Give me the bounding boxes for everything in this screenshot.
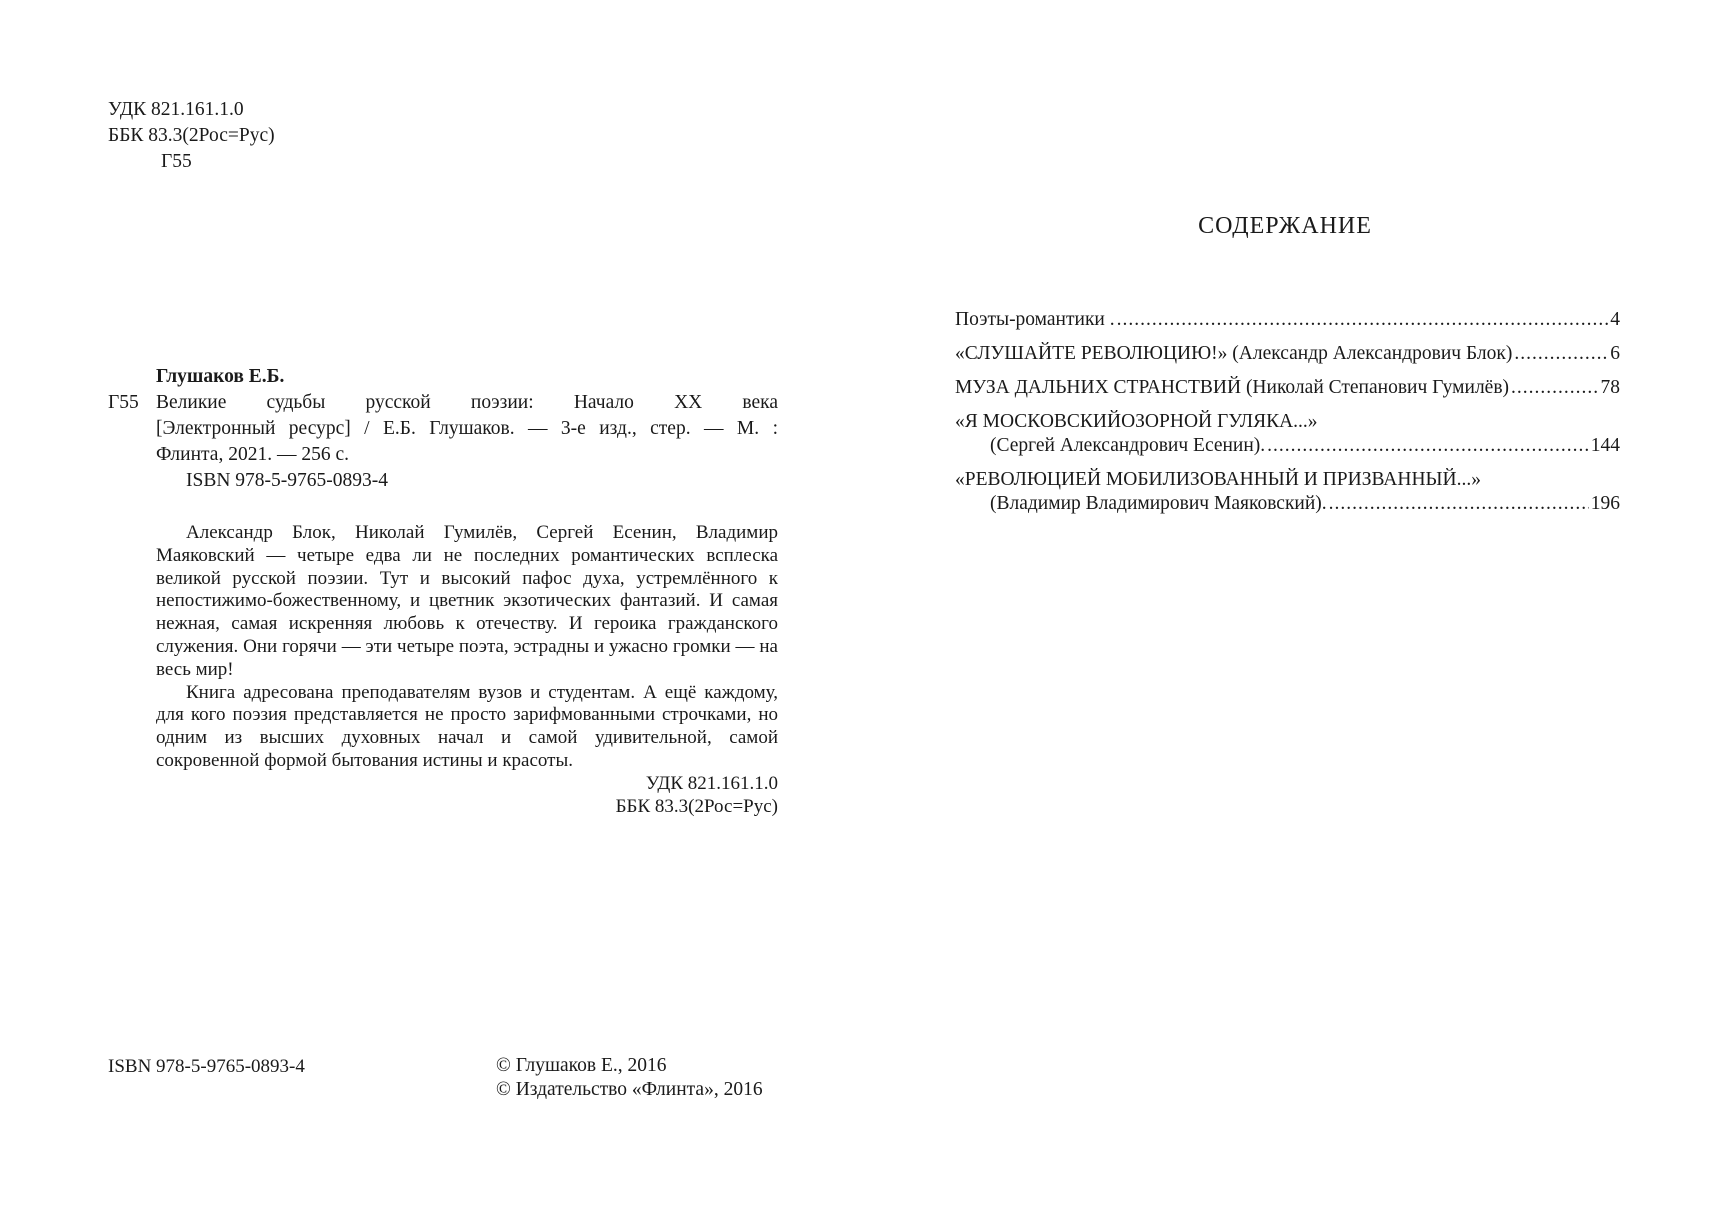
toc-leader-dots <box>1514 342 1608 366</box>
toc-entry-page: 196 <box>1590 493 1620 514</box>
catalog-title-row <box>108 390 778 416</box>
toc-entry-page: 6 <box>1610 343 1620 364</box>
toc-leader-dots <box>1329 492 1589 516</box>
udk-code: УДК 821.161.1.0 <box>108 99 244 120</box>
annotation-paragraph-2: Книга адресована преподавателям вузов и студентам. А ещё каждому, для кого поэзия представляется не просто зарифмованными строчками, но одним из высших духовных начал и самой удивительной, самой сокровенной формой бытования истины и красоты. <box>156 681 778 771</box>
catalog-record <box>108 364 778 494</box>
catalog-line-3: Флинта, 2021. — 256 с. <box>156 444 349 465</box>
toc-entry-label: Поэты-романтики . <box>955 309 1115 330</box>
table-of-contents <box>955 308 1620 526</box>
catalog-author: Глушаков Е.Б. <box>156 366 285 387</box>
toc-entry[interactable] <box>955 342 1620 366</box>
copyright-block <box>496 1054 763 1102</box>
author-mark: Г55 <box>161 151 192 172</box>
toc-entry-label: МУЗА ДАЛЬНИХ СТРАНСТВИЙ (Николай Степанович Гумилёв) <box>955 377 1510 398</box>
toc-entry[interactable] <box>955 376 1620 400</box>
toc-leader-dots <box>1267 434 1589 458</box>
catalog-line-1: Великие судьбы русской поэзии: Начало XX века <box>156 392 778 413</box>
annotation-bbk: ББК 83.3(2Рос=Рус) <box>615 795 778 817</box>
annotation <box>156 522 778 818</box>
annotation-udk: УДК 821.161.1.0 <box>645 772 778 794</box>
bbk-code: ББК 83.3(2Рос=Рус) <box>108 125 275 146</box>
toc-entry-heading: «Я МОСКОВСКИЙОЗОРНОЙ ГУЛЯКА...» <box>955 411 1318 432</box>
annotation-paragraph-1: Александр Блок, Николай Гумилёв, Сергей Есенин, Владимир Маяковский — четыре едва ли не последних романтических всплеска великой русской поэзии. Тут и высокий пафос духа, устремлённого к непостижимо-божественному, и цветник экзотических фантазий. И самая нежная, самая искренняя любовь к отечеству. И героика гражданского служения. Они горячи — эти четыре поэта, эстрадны и ужасно громки — на весь мир! <box>156 522 778 680</box>
toc-entry-page: 4 <box>1610 309 1620 330</box>
toc-entry-page: 78 <box>1600 377 1620 398</box>
toc-entry-label: «СЛУШАЙТЕ РЕВОЛЮЦИЮ!» (Александр Александрович Блок) <box>955 343 1513 364</box>
toc-entry-heading: «РЕВОЛЮЦИЕЙ МОБИЛИЗОВАННЫЙ И ПРИЗВАННЫЙ...» <box>955 469 1481 490</box>
toc-entry-label: (Владимир Владимирович Маяковский). <box>990 493 1327 514</box>
toc-entry-label: (Сергей Александрович Есенин). <box>990 435 1266 456</box>
classification-codes <box>108 97 275 175</box>
toc-leader-dots <box>1117 308 1609 332</box>
toc-entry-page: 144 <box>1590 435 1620 456</box>
bottom-isbn: ISBN 978-5-9765-0893-4 <box>108 1056 305 1077</box>
toc-entry[interactable] <box>955 410 1620 458</box>
copyright-author: © Глушаков Е., 2016 <box>496 1055 667 1076</box>
toc-entry[interactable] <box>955 308 1620 332</box>
toc-title: СОДЕРЖАНИЕ <box>1198 213 1372 239</box>
toc-leader-dots <box>1511 376 1598 400</box>
copyright-publisher: © Издательство «Флинта», 2016 <box>496 1079 763 1100</box>
catalog-isbn: ISBN 978-5-9765-0893-4 <box>186 470 389 491</box>
catalog-line-2: [Электронный ресурс] / Е.Б. Глушаков. — 3-е изд., стер. — М. : <box>156 418 778 439</box>
toc-entry[interactable] <box>955 468 1620 516</box>
catalog-code: Г55 <box>108 392 139 413</box>
